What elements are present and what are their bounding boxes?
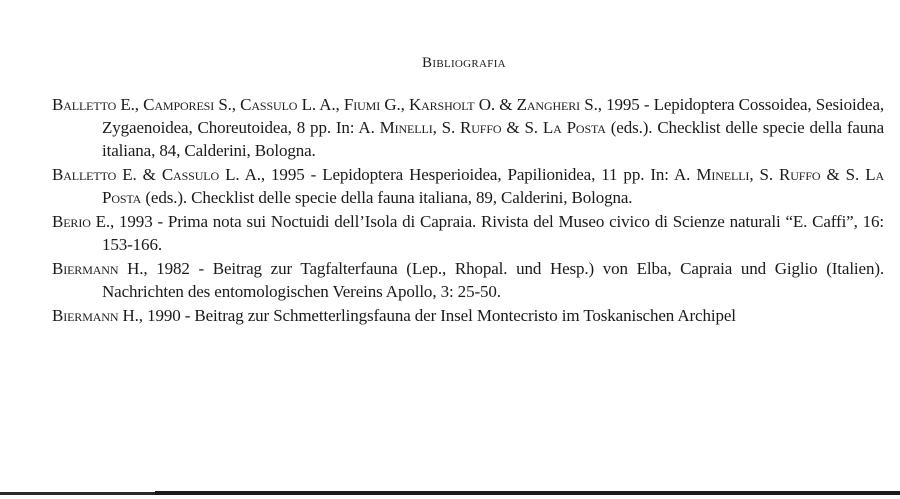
bibliography-entry bbox=[52, 304, 884, 327]
section-heading: Bibliografia bbox=[422, 55, 506, 71]
bibliography-list bbox=[52, 93, 884, 328]
entry-text: , S. bbox=[432, 118, 461, 138]
author-name: Ruffo bbox=[460, 118, 502, 138]
entry-text: L. A., 1995 - Lepidoptera Hesperioidea, Papilionidea, 11 pp. In: A. bbox=[219, 165, 697, 185]
bibliography-entry bbox=[52, 93, 884, 163]
bibliography-entry bbox=[52, 257, 884, 303]
entry-text: & S. bbox=[820, 165, 866, 185]
author-name: Biermann bbox=[52, 258, 119, 278]
entry-text: H., 1982 - Beitrag zur Tagfalterfauna (Lep., Rhopal. und Hesp.) von Elba, Capraia und Giglio (Italien). Nachrichten des entomologischen Vereins Apollo, 3: 25-50. bbox=[102, 258, 884, 302]
bibliography-entry bbox=[52, 163, 884, 209]
author-name: Karsholt bbox=[408, 95, 475, 114]
bottom-rule-right bbox=[155, 491, 900, 495]
entry-text: E., bbox=[116, 95, 144, 114]
entry-text: (eds.). Checklist delle specie della fauna italiana, 84, Calderini, Bologna. bbox=[102, 118, 885, 161]
entry-text: E., 1993 - Prima nota sui Noctuidi dell’Isola di Capraia. Rivista del Museo civico di Scienze naturali “E. Caffi”, 16: 153-166. bbox=[90, 212, 884, 255]
author-name: Zangheri bbox=[516, 95, 581, 114]
entry-text: & S. bbox=[501, 118, 543, 138]
author-name: Berio bbox=[52, 212, 91, 232]
entry-text: G., bbox=[380, 95, 409, 114]
entry-text: S., bbox=[214, 95, 241, 114]
entry-text: , S. bbox=[749, 165, 780, 185]
author-name: Balletto bbox=[52, 95, 117, 114]
entry-text: O. & bbox=[474, 95, 517, 114]
author-name: Minelli bbox=[379, 118, 433, 138]
entry-text: H., 1990 - Beitrag zur Schmetterlingsfauna der Insel Montecristo im Toskanischen Archipel bbox=[118, 305, 736, 325]
entry-text: (eds.). Checklist delle specie della fauna italiana, 89, Calderini, Bologna. bbox=[141, 188, 633, 208]
author-name: La Posta bbox=[102, 165, 885, 208]
author-name: La Posta bbox=[542, 118, 606, 138]
bibliography-entry bbox=[52, 210, 884, 256]
author-name: Minelli bbox=[696, 165, 750, 185]
author-name: Cassulo bbox=[240, 95, 298, 114]
author-name: Fiumi bbox=[343, 95, 381, 114]
bottom-rule-left bbox=[0, 492, 155, 495]
entry-text: E. & bbox=[116, 165, 162, 185]
author-name: Camporesi bbox=[143, 95, 215, 114]
author-name: Biermann bbox=[52, 305, 119, 325]
entry-text: S., 1995 - Lepidoptera Cossoidea, Sesioidea, Zygaenoidea, Choreutoidea, 8 pp. In: A. bbox=[102, 95, 884, 138]
author-name: Ruffo bbox=[779, 165, 821, 185]
author-name: Cassulo bbox=[161, 165, 220, 185]
author-name: Balletto bbox=[52, 165, 117, 185]
entry-text: L. A., bbox=[297, 95, 344, 114]
